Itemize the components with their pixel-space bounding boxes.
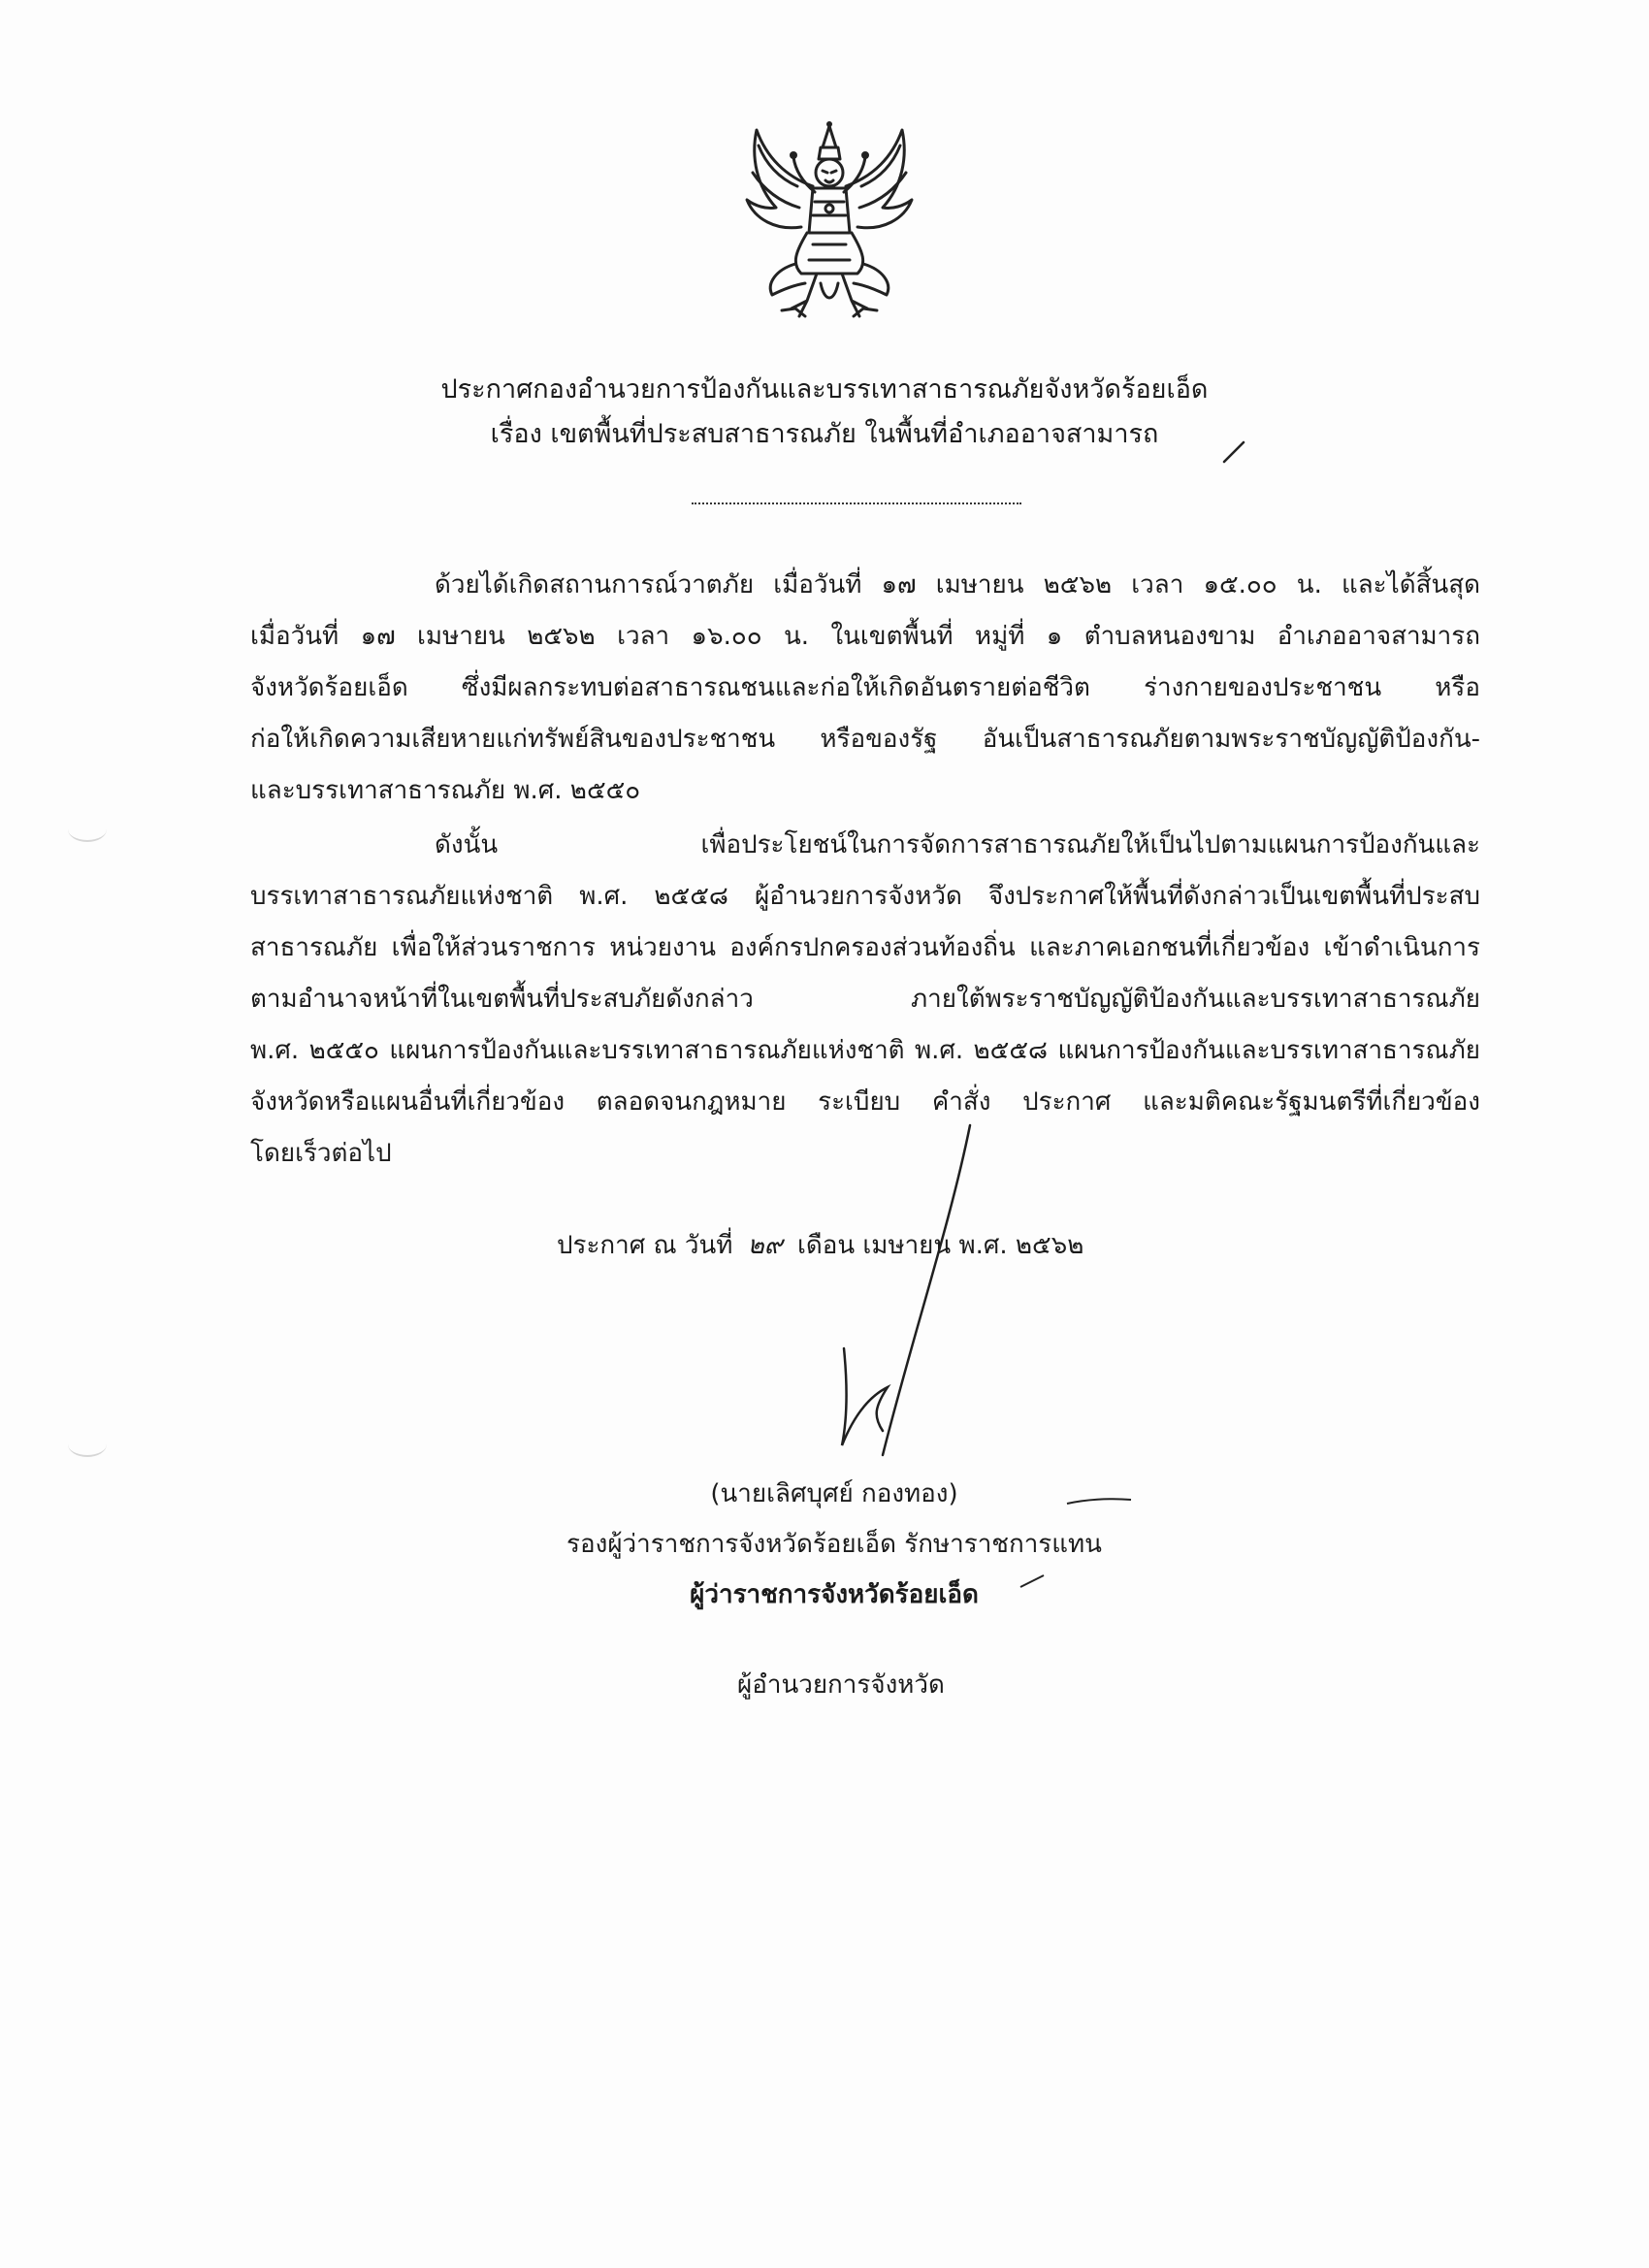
text-line: พ.ศ. ๒๕๕๐ แผนการป้องกันและบรรเทาสาธารณภัยแห่งชาติ พ.ศ. ๒๕๕๘ แผนการป้องกันและบรรเทาสาธารณภัย bbox=[250, 1036, 1480, 1065]
divider-dotted bbox=[692, 483, 1021, 504]
signatory-position: รองผู้ว่าราชการจังหวัดร้อยเอ็ด รักษาราชการแทน bbox=[566, 1530, 1102, 1559]
document-title: ประกาศกองอำนวยการป้องกันและบรรเทาสาธารณภัยจังหวัดร้อยเอ็ด bbox=[440, 374, 1209, 405]
date-month-year: เมษายน พ.ศ. ๒๕๖๒ bbox=[862, 1231, 1084, 1260]
garuda-emblem-icon bbox=[737, 118, 922, 326]
signatory-title: ผู้ว่าราชการจังหวัดร้อยเอ็ด bbox=[690, 1580, 979, 1609]
punch-hole-mark bbox=[68, 1432, 107, 1457]
date-day: ๒๙ bbox=[747, 1231, 783, 1260]
text-line: ด้วยได้เกิดสถานการณ์วาตภัย เมื่อวันที่ ๑๗ เมษายน ๒๕๖๒ เวลา ๑๕.๐๐ น. และได้สิ้นสุด bbox=[435, 570, 1480, 599]
pen-stroke-mark bbox=[1065, 1494, 1133, 1507]
paragraph-1 bbox=[250, 560, 1480, 817]
text-line: จังหวัดหรือแผนอื่นที่เกี่ยวข้อง ตลอดจนกฎหมาย ระเบียบ คำสั่ง ประกาศ และมติคณะรัฐมนตรีที่เกี่ยวข้อง bbox=[250, 1087, 1480, 1117]
text-line: ก่อให้เกิดความเสียหายแก่ทรัพย์สินของประชาชน หรือของรัฐ อันเป็นสาธารณภัยตามพระราชบัญญัติป้องกัน- bbox=[250, 725, 1480, 754]
date-month-prefix: เดือน bbox=[796, 1231, 856, 1260]
signature-image bbox=[795, 1106, 989, 1494]
text-line: ตามอำนาจหน้าที่ในเขตพื้นที่ประสบภัยดังกล่าว ภายใต้พระราชบัญญัติป้องกันและบรรเทาสาธารณภัย bbox=[250, 985, 1480, 1014]
signatory-block bbox=[529, 1469, 1140, 1620]
text-line: เมื่อวันที่ ๑๗ เมษายน ๒๕๖๒ เวลา ๑๖.๐๐ น. ในเขตพื้นที่ หมู่ที่ ๑ ตำบลหนองขาม อำเภออาจสามารถ bbox=[250, 622, 1480, 651]
date-prefix: ประกาศ ณ วันที่ bbox=[557, 1231, 733, 1260]
text-line: บรรเทาสาธารณภัยแห่งชาติ พ.ศ. ๒๕๕๘ ผู้อำนวยการจังหวัด จึงประกาศให้พื้นที่ดังกล่าวเป็นเขตพื้นที่ประสบ bbox=[250, 882, 1480, 911]
signatory-role: ผู้อำนวยการจังหวัด bbox=[737, 1670, 945, 1700]
text-line: โดยเร็วต่อไป bbox=[250, 1139, 392, 1168]
signatory-name: (นายเลิศบุศย์ กองทอง) bbox=[710, 1479, 958, 1508]
check-mark-icon bbox=[1220, 437, 1249, 466]
document-subject: เรื่อง เขตพื้นที่ประสบสาธารณภัย ในพื้นที่อำเภออาจสามารถ bbox=[490, 419, 1159, 449]
pen-stroke-mark bbox=[1018, 1571, 1048, 1591]
text-line: สาธารณภัย เพื่อให้ส่วนราชการ หน่วยงาน องค์กรปกครองส่วนท้องถิ่น และภาคเอกชนที่เกี่ยวข้อง เข้าดำเนินการ bbox=[250, 933, 1480, 962]
text-line: จังหวัดร้อยเอ็ด ซึ่งมีผลกระทบต่อสาธารณชนและก่อให้เกิดอันตรายต่อชีวิต ร่างกายของประชาชน หรือ bbox=[250, 673, 1480, 702]
punch-hole-mark bbox=[68, 817, 107, 842]
text-line: ดังนั้น เพื่อประโยชน์ในการจัดการสาธารณภัยให้เป็นไปตามแผนการป้องกันและ bbox=[435, 830, 1480, 859]
text-line: และบรรเทาสาธารณภัย พ.ศ. ๒๕๕๐ bbox=[250, 776, 641, 805]
